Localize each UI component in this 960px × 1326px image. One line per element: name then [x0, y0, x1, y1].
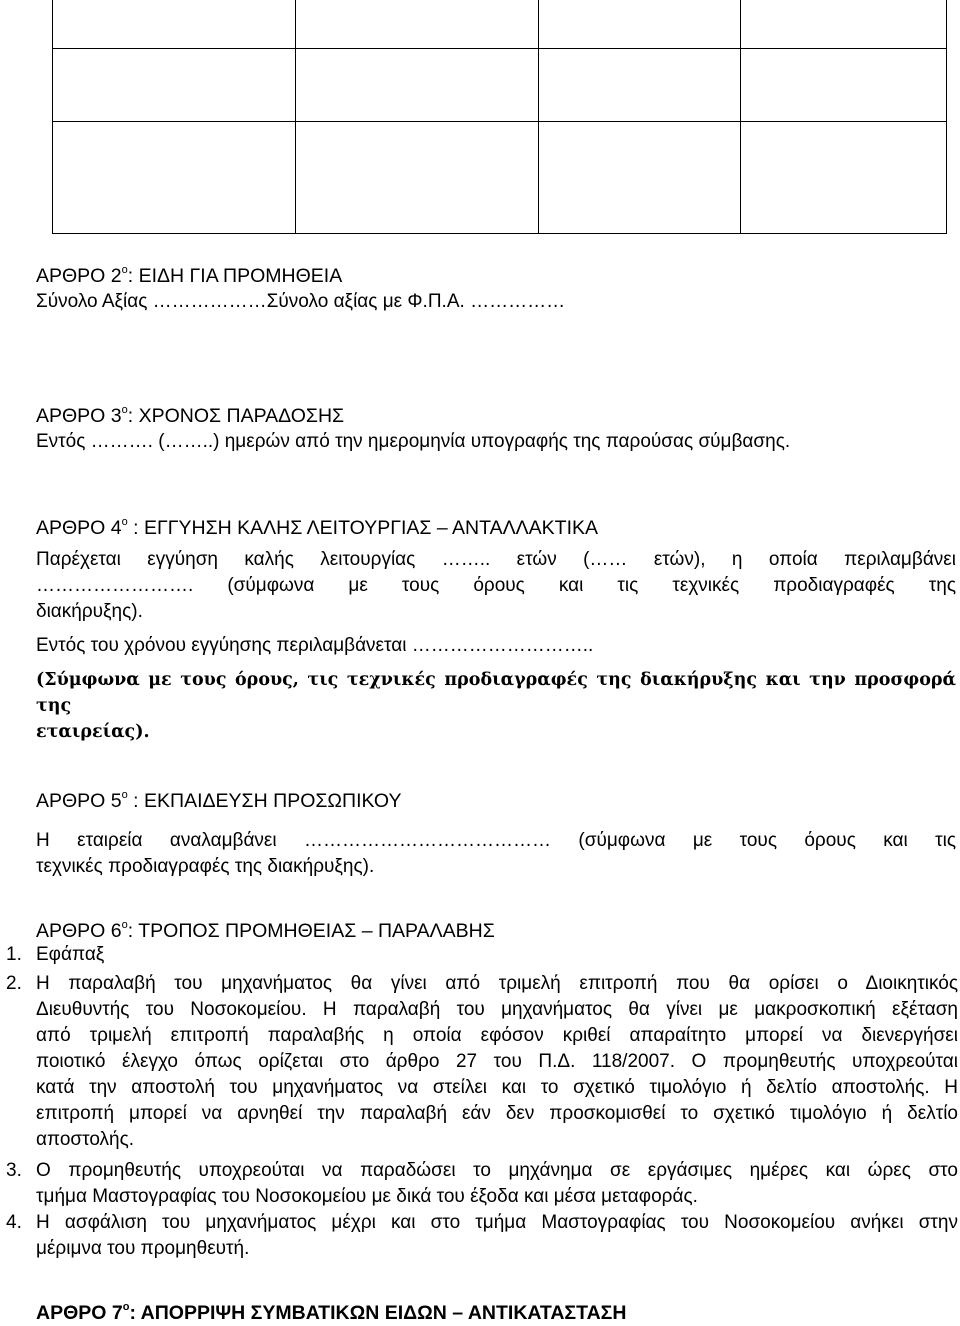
text-line: μέριμνα του προμηθευτή. — [36, 1238, 250, 1259]
table-cell — [741, 122, 947, 234]
article-7 — [36, 1300, 956, 1326]
table-cell — [539, 49, 741, 122]
article-3 — [36, 403, 956, 455]
list-number: 2. — [6, 973, 22, 994]
text-line: Παρέχεται εγγύηση καλής λειτουργίας …….. ετών (…… ετών), η οποία περιλαμβάνει — [36, 549, 956, 570]
text-line: τμήμα Μαστογραφίας του Νοσοκομείου με δικά του έξοδα και μέσα μεταφοράς. — [36, 1186, 698, 1207]
article-5-paragraph-1 — [36, 828, 956, 880]
text-line: ποιοτικό έλεγχο όπως ορίζεται στο άρθρο 27 του Π.Δ. 118/2007. Ο προμηθευτής υποχρεούται — [36, 1051, 958, 1072]
text-line: Ο προμηθευτής υποχρεούται να παραδώσει το μηχάνημα σε εργάσιμες ημέρες και ώρες στο — [36, 1160, 958, 1181]
text-line: διακήρυξης). — [36, 601, 143, 622]
table-cell — [539, 0, 741, 49]
list-item — [6, 1210, 958, 1262]
table-cell — [296, 49, 539, 122]
text-line: Εφάπαξ — [36, 944, 105, 965]
list-number: 4. — [6, 1212, 22, 1233]
article-6-heading: ΑΡΘΡΟ $6^o$: ΤΡΟΠΟΣ ΠΡΟΜΗΘΕΙΑΣ – ΠΑΡΑΛΑΒΗΣ — [36, 919, 495, 942]
article-4-paragraph-1 — [36, 547, 956, 625]
article-2-total-value-line: Σύνολο Αξίας ………………Σύνολο αξίας με Φ.Π.Α. …………… — [36, 291, 566, 312]
article-4-heading: ΑΡΘΡΟ $4^o$ : ΕΓΓΥΗΣΗ ΚΑΛΗΣ ΛΕΙΤΟΥΡΓΙΑΣ – ΑΝΤΑΛΛΑΚΤΙΚΑ — [36, 516, 598, 539]
article-6 — [36, 918, 956, 944]
list-item — [6, 942, 958, 968]
article-4-paragraph-3 — [36, 667, 956, 745]
text-line: εταιρείας). — [36, 722, 150, 742]
text-line: τεχνικές προδιαγραφές της διακήρυξης). — [36, 856, 375, 877]
text-line: Η εταιρεία αναλαμβάνει ………………………………… (σύμφωνα με τους όρους και τις — [36, 830, 956, 851]
text-line: αποστολής. — [36, 1129, 135, 1150]
article-3-delivery-line: Εντός ………. (……..) ημερών από την ημερομηνία υπογραφής της παρούσας σύμβασης. — [36, 431, 791, 452]
table-cell — [53, 0, 296, 49]
text-line: από τριμελή επιτροπή παραλαβής η οποία εφόσον κριθεί απαραίτητο μπορεί να διενεργήσει — [36, 1025, 958, 1046]
empty-table — [52, 0, 947, 234]
table-cell — [296, 0, 539, 49]
table-cell — [296, 122, 539, 234]
table-cell — [53, 49, 296, 122]
text-line: Η παραλαβή του μηχανήματος θα γίνει από τριμελή επιτροπή που θα ορίσει ο Διοικητικός — [36, 973, 958, 994]
text-line: (Σύμφωνα με τους όρους, τις τεχνικές προδιαγραφές της διακήρυξης και την προσφορά της — [36, 670, 956, 716]
table-cell — [539, 122, 741, 234]
article-7-heading: ΑΡΘΡΟ $7^o$: ΑΠΟΡΡΙΨΗ ΣΥΜΒΑΤΙΚΩΝ ΕΙΔΩΝ – ΑΝΤΙΚΑΤΑΣΤΑΣΗ — [36, 1301, 627, 1324]
article-4 — [36, 515, 956, 745]
list-number: 3. — [6, 1160, 22, 1181]
article-2-heading: ΑΡΘΡΟ $2^o$: ΕΙΔΗ ΓΙΑ ΠΡΟΜΗΘΕΙΑ — [36, 264, 343, 287]
table-cell — [53, 122, 296, 234]
article-4-paragraph-2: Εντός του χρόνου εγγύησης περιλαμβάνεται ……………………….. — [36, 635, 594, 656]
text-line: Διευθυντής του Νοσοκομείου. Η παραλαβή του μηχανήματος θα γίνει με μακροσκοπική εξέταση — [36, 999, 958, 1020]
list-number: 1. — [6, 944, 22, 965]
text-line: Η ασφάλιση του μηχανήματος μέχρι και στο τμήμα Μαστογραφίας του Νοσοκομείου ανήκει στην — [36, 1212, 958, 1233]
table-cell — [741, 0, 947, 49]
text-line: ……………………. (σύμφωνα με τους όρους και τις τεχνικές προδιαγραφές της — [36, 575, 956, 596]
table-cell — [741, 49, 947, 122]
text-line: κατά την αποστολή του μηχανήματος να στείλει και το σχετικό τιμολόγιο ή δελτίο αποστολής. Η — [36, 1077, 958, 1098]
list-item — [6, 971, 958, 1153]
article-5-heading: ΑΡΘΡΟ $5^o$ : ΕΚΠΑΙΔΕΥΣΗ ΠΡΟΣΩΠΙΚΟΥ — [36, 789, 402, 812]
article-2 — [36, 263, 956, 315]
text-line: επιτροπή μπορεί να αρνηθεί την παραλαβή εάν δεν προσκομισθεί το σχετικό τιμολόγιο ή δελτίο — [36, 1103, 958, 1124]
article-5 — [36, 788, 956, 880]
list-item — [6, 1158, 958, 1210]
article-3-heading: ΑΡΘΡΟ $3^o$: ΧΡΟΝΟΣ ΠΑΡΑΔΟΣΗΣ — [36, 404, 345, 427]
